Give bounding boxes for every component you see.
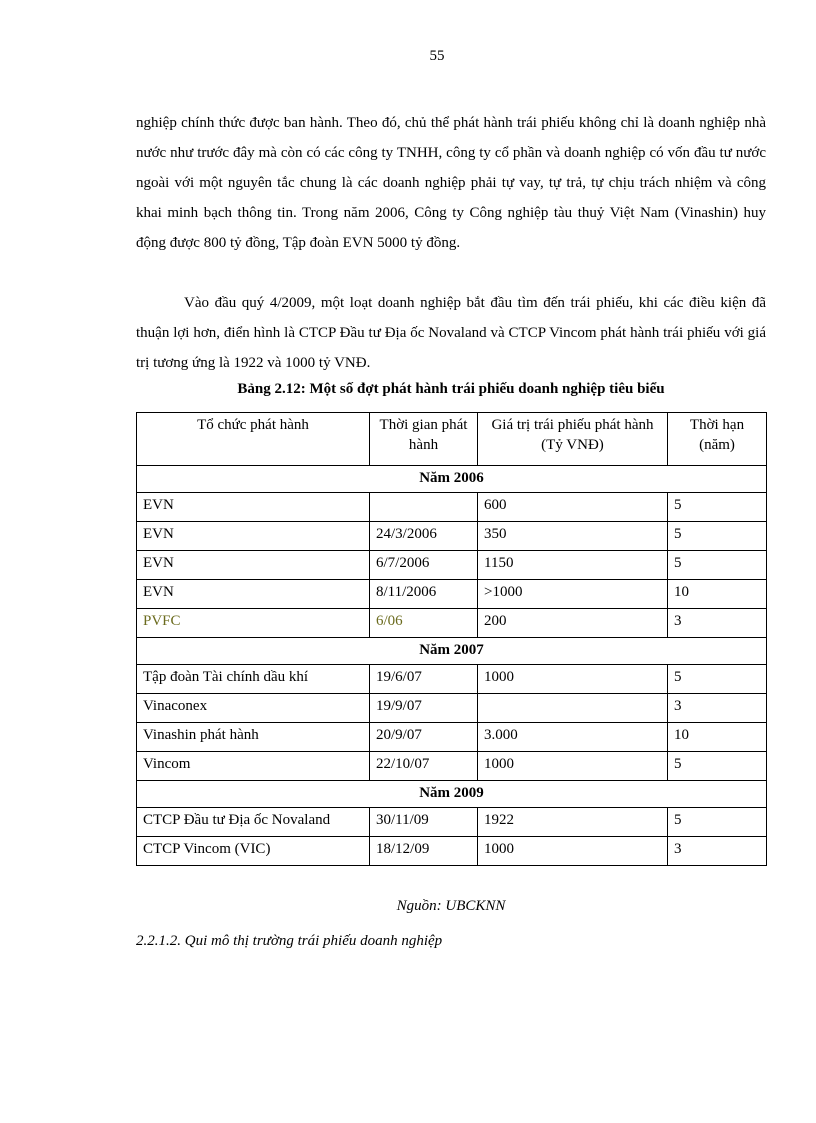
cell-date: 22/10/07 bbox=[370, 752, 478, 781]
cell-date: 6/06 bbox=[370, 609, 478, 638]
table-row bbox=[137, 808, 767, 837]
year-row bbox=[137, 466, 767, 493]
cell-term: 3 bbox=[668, 837, 767, 866]
cell-date: 19/9/07 bbox=[370, 694, 478, 723]
cell-term: 3 bbox=[668, 609, 767, 638]
cell-term: 5 bbox=[668, 808, 767, 837]
year-label: Năm 2009 bbox=[137, 781, 767, 808]
header-issuer: Tổ chức phát hành bbox=[137, 413, 370, 466]
cell-value: 1150 bbox=[478, 551, 668, 580]
table-row bbox=[137, 752, 767, 781]
header-term: Thời hạn (năm) bbox=[668, 413, 767, 466]
table-row bbox=[137, 837, 767, 866]
paragraph-1: nghiệp chính thức được ban hành. Theo đó, chủ thể phát hành trái phiếu không chỉ là doanh nghiệp nhà nước như trước đây mà còn có các công ty TNHH, công ty cổ phần và doanh nghiệp có vốn đầu tư nước ngoài với một nguyên tắc chung là các doanh nghiệp phải tự vay, tự trả, tự chịu trách nhiệm và công khai minh bạch thông tin. Trong năm 2006, Công ty Công nghiệp tàu thuỷ Việt Nam (Vinashin) huy động được 800 tỷ đồng, Tập đoàn EVN 5000 tỷ đồng. bbox=[136, 115, 766, 251]
table-row bbox=[137, 665, 767, 694]
table-row bbox=[137, 694, 767, 723]
paragraph-2: Vào đầu quý 4/2009, một loạt doanh nghiệp bắt đầu tìm đến trái phiếu, khi các điều kiện đã thuận lợi hơn, điển hình là CTCP Đầu tư Địa ốc Novaland và CTCP Vincom phát hành trái phiếu với giá trị tương ứng là 1922 và 1000 tỷ VNĐ. bbox=[136, 295, 766, 371]
cell-date: 6/7/2006 bbox=[370, 551, 478, 580]
cell-date: 24/3/2006 bbox=[370, 522, 478, 551]
section-subheading: 2.2.1.2. Qui mô thị trường trái phiếu doanh nghiệp bbox=[136, 933, 443, 949]
year-label: Năm 2006 bbox=[137, 466, 767, 493]
cell-issuer: EVN bbox=[137, 493, 370, 522]
page-number: 55 bbox=[429, 48, 445, 64]
cell-term: 5 bbox=[668, 551, 767, 580]
cell-term: 3 bbox=[668, 694, 767, 723]
cell-date: 8/11/2006 bbox=[370, 580, 478, 609]
cell-value: 1000 bbox=[478, 837, 668, 866]
cell-issuer: Vinashin phát hành bbox=[137, 723, 370, 752]
cell-date: 18/12/09 bbox=[370, 837, 478, 866]
year-row bbox=[137, 638, 767, 665]
table-row bbox=[137, 723, 767, 752]
header-issue-date: Thời gian phát hành bbox=[370, 413, 478, 466]
cell-issuer: EVN bbox=[137, 551, 370, 580]
year-row bbox=[137, 781, 767, 808]
cell-issuer: CTCP Vincom (VIC) bbox=[137, 837, 370, 866]
cell-date: 30/11/09 bbox=[370, 808, 478, 837]
cell-date: 20/9/07 bbox=[370, 723, 478, 752]
cell-term: 5 bbox=[668, 752, 767, 781]
table-row bbox=[137, 551, 767, 580]
cell-issuer: Vincom bbox=[137, 752, 370, 781]
cell-value: 600 bbox=[478, 493, 668, 522]
cell-issuer: EVN bbox=[137, 580, 370, 609]
year-label: Năm 2007 bbox=[137, 638, 767, 665]
cell-value: 1922 bbox=[478, 808, 668, 837]
cell-value bbox=[478, 694, 668, 723]
cell-date: 19/6/07 bbox=[370, 665, 478, 694]
cell-issuer: Tập đoàn Tài chính dầu khí bbox=[137, 665, 370, 694]
cell-term: 5 bbox=[668, 665, 767, 694]
table-row bbox=[137, 580, 767, 609]
table-caption: Bảng 2.12: Một số đợt phát hành trái phiếu doanh nghiệp tiêu biểu bbox=[237, 381, 665, 397]
cell-term: 5 bbox=[668, 493, 767, 522]
cell-value: >1000 bbox=[478, 580, 668, 609]
cell-value: 3.000 bbox=[478, 723, 668, 752]
bond-issuance-table bbox=[136, 412, 767, 866]
header-bond-value: Giá trị trái phiếu phát hành (Tỷ VNĐ) bbox=[478, 413, 668, 466]
cell-issuer: Vinaconex bbox=[137, 694, 370, 723]
cell-value: 200 bbox=[478, 609, 668, 638]
table-row bbox=[137, 609, 767, 638]
cell-value: 1000 bbox=[478, 665, 668, 694]
cell-value: 350 bbox=[478, 522, 668, 551]
table-row bbox=[137, 522, 767, 551]
cell-issuer: PVFC bbox=[137, 609, 370, 638]
cell-term: 10 bbox=[668, 723, 767, 752]
table-row bbox=[137, 493, 767, 522]
cell-date bbox=[370, 493, 478, 522]
cell-term: 10 bbox=[668, 580, 767, 609]
table-header-row bbox=[137, 413, 767, 466]
table-source: Nguồn: UBCKNN bbox=[396, 898, 506, 914]
cell-issuer: CTCP Đầu tư Địa ốc Novaland bbox=[137, 808, 370, 837]
cell-value: 1000 bbox=[478, 752, 668, 781]
cell-term: 5 bbox=[668, 522, 767, 551]
cell-issuer: EVN bbox=[137, 522, 370, 551]
